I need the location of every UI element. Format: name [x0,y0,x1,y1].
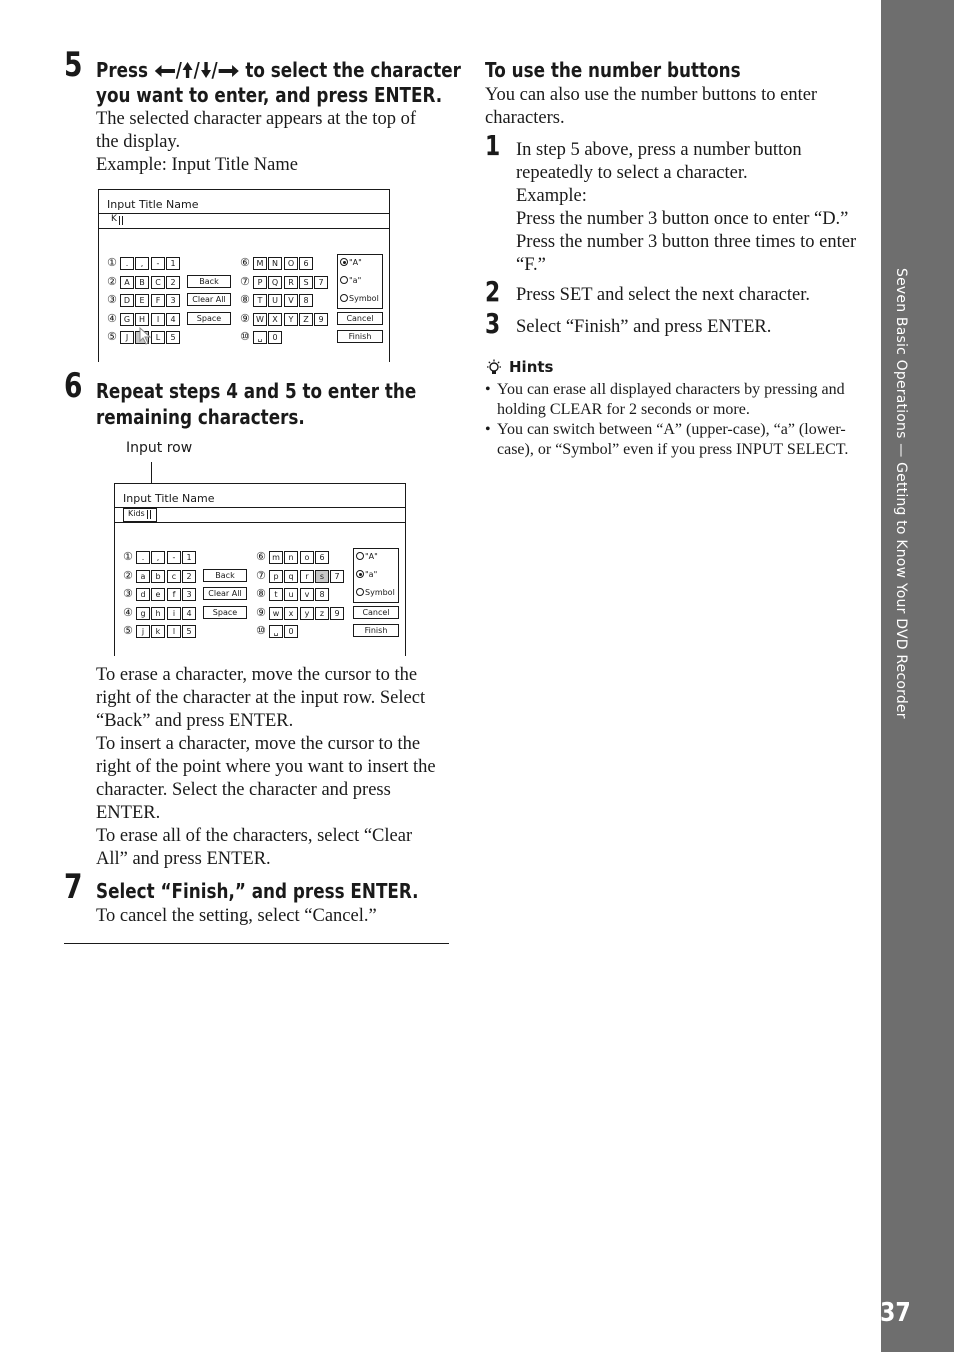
screen-title: Input Title Name [107,198,199,211]
step-number-5: 5 [64,45,83,85]
char-key[interactable]: P [253,276,267,289]
char-key[interactable]: o [300,551,314,564]
input-text: Kids [128,509,145,518]
char-key[interactable]: l [167,625,181,638]
option-label: Symbol [365,588,395,597]
char-key[interactable]: F [151,294,165,307]
char-key[interactable]: . [136,551,150,564]
char-key[interactable]: p [269,570,283,583]
char-key[interactable]: 5 [182,625,196,638]
hint-item: • You can switch between “A” (upper-case), “a” (lower- [485,421,846,438]
char-key[interactable]: - [167,551,181,564]
char-key[interactable]: v [300,588,314,601]
keypad-number: ④ [107,312,117,325]
char-key[interactable]: 7 [330,570,344,583]
keypad-number: ⑤ [123,624,133,637]
char-key[interactable]: 6 [299,257,313,270]
input-text: K [111,214,117,224]
keypad-number: ⑨ [240,312,250,325]
text-line: ENTER. [96,803,161,823]
space-button[interactable]: Space [187,312,231,325]
char-key[interactable]: g [136,607,150,620]
char-key[interactable]: y [300,607,314,620]
radio-selected-icon [356,570,364,578]
text-line: Example: [516,186,587,206]
char-key[interactable]: u [284,588,298,601]
keypad-number: ⑧ [240,293,250,306]
radio-icon [340,276,348,284]
char-key[interactable]: r [300,570,314,583]
char-key[interactable]: C [151,276,165,289]
lightbulb-icon [485,359,503,377]
text-cursor [119,216,123,225]
char-key[interactable]: 8 [299,294,313,307]
text-line: right of the point where you want to insert the [96,757,436,777]
case-options [353,548,399,603]
char-key[interactable]: f [167,588,181,601]
char-key[interactable]: L [151,331,165,344]
title-input-screen-example-1 [98,189,390,362]
number-buttons-intro [485,84,817,130]
option-label: "a" [365,570,378,579]
char-key[interactable]: a [136,570,150,583]
step-number-7: 7 [64,867,83,907]
step5-heading-press: Press [96,58,149,82]
keypad-number: ⑩ [240,330,250,343]
char-key[interactable]: d [136,588,150,601]
text-line: right of the character at the input row. Select [96,688,426,708]
radio-selected-icon [340,258,348,266]
substep-2-text [516,284,810,307]
char-key[interactable]: 0 [284,625,298,638]
char-key[interactable]: 1 [166,257,180,270]
char-key[interactable]: B [135,276,149,289]
hint-item-cont [485,400,848,420]
char-key[interactable]: Q [268,276,282,289]
keypad-number: ⑤ [107,330,117,343]
char-key[interactable]: M [253,257,267,270]
text-line: “Back” and press ENTER. [96,711,294,731]
char-key[interactable]: 7 [314,276,328,289]
char-key[interactable]: J [120,331,134,344]
char-key[interactable]: V [284,294,298,307]
text-line: You can also use the number buttons to enter [485,85,818,105]
keypad-number: ① [123,550,133,563]
option-symbol[interactable] [356,588,395,598]
step-number-6: 6 [64,366,83,406]
char-key[interactable]: z [315,607,329,620]
char-key[interactable]: 3 [182,588,196,601]
text-line: holding CLEAR for 2 seconds or more. [497,401,750,418]
option-upper[interactable] [356,552,378,562]
pointer-cursor-icon [139,327,153,345]
finish-button[interactable]: Finish [337,330,383,343]
option-lower[interactable] [356,570,377,580]
text-line: You can switch between “A” (upper-case), “a” (lower- [497,421,846,438]
char-key[interactable]: G [120,313,134,326]
keypad-number: ⑧ [256,587,266,600]
char-key[interactable]: q [284,570,298,583]
substep-3-text [516,316,771,339]
char-key[interactable]: 2 [182,570,196,583]
char-key[interactable]: H [135,313,149,326]
char-key[interactable]: i [167,607,181,620]
char-key[interactable]: w [269,607,283,620]
input-row [115,507,405,523]
char-key[interactable]: h [151,607,165,620]
step5-heading [96,57,461,83]
hints-title: Hints [509,358,554,376]
option-symbol[interactable] [340,294,379,304]
option-label: "A" [349,258,362,267]
char-key[interactable]: 4 [182,607,196,620]
keypad-number: ② [107,275,117,288]
char-key[interactable]: t [269,588,283,601]
finish-button[interactable]: Finish [353,624,399,637]
option-label: "a" [349,276,362,285]
char-key[interactable]: - [151,257,165,270]
text-line: characters. [485,108,565,128]
radio-icon [340,294,348,302]
text-line: To erase all of the characters, select “Clear [96,826,413,846]
text-line: character. Select the character and press [96,780,391,800]
char-key[interactable]: I [151,313,165,326]
clear-all-button[interactable]: Clear All [187,293,231,306]
char-key[interactable]: 4 [166,313,180,326]
option-label: Symbol [349,294,379,303]
text-line: To erase a character, move the cursor to the [96,665,418,685]
chapter-title-vertical: Seven Basic Operations — Getting to Know Your DVD Recorder [893,268,909,719]
text-line: the display. [96,132,181,152]
text-line: “F.” [516,255,546,275]
char-key[interactable]: R [284,276,298,289]
char-key[interactable]: 3 [166,294,180,307]
text-line: You can erase all displayed characters by pressing and [497,381,845,398]
keypad-number: ⑦ [240,275,250,288]
keypad-number: ① [107,256,117,269]
char-key[interactable]: Y [284,313,298,326]
char-key[interactable]: b [151,570,165,583]
char-key[interactable]: E [135,294,149,307]
keypad-number: ③ [107,293,117,306]
char-key[interactable]: e [151,588,165,601]
hint-item-cont [485,440,848,460]
up-arrow-icon [182,61,194,79]
option-upper[interactable] [340,258,362,268]
char-key[interactable]: W [253,313,267,326]
char-key[interactable]: A [120,276,134,289]
substep-1-text [516,139,856,277]
char-key[interactable]: m [269,551,283,564]
char-key[interactable]: X [268,313,282,326]
char-key[interactable]: 8 [315,588,329,601]
option-lower[interactable] [340,276,361,286]
step7-heading: Select “Finish,” and press ENTER. [96,879,419,903]
char-key[interactable]: S [299,276,313,289]
left-arrow-icon [154,63,176,79]
char-key[interactable]: O [284,257,298,270]
arrow-separator: / [193,58,200,82]
char-key-selected[interactable]: s [315,570,329,583]
step6-heading-line2: remaining characters. [96,405,305,429]
keypad-number: ③ [123,587,133,600]
down-arrow-icon [200,61,212,79]
right-arrow-icon [218,63,240,79]
keypad-number: ④ [123,606,133,619]
char-key[interactable]: j [136,625,150,638]
char-key[interactable]: , [151,551,165,564]
text-line: To cancel the setting, select “Cancel.” [96,906,377,926]
screen-title: Input Title Name [123,492,215,505]
back-button[interactable]: Back [187,275,231,288]
char-key[interactable]: 1 [182,551,196,564]
case-options [337,254,383,309]
text-line: Press the number 3 button once to enter “D.” [516,209,849,229]
char-key[interactable]: N [268,257,282,270]
char-key[interactable]: k [151,625,165,638]
space-char-key[interactable]: ␣ [269,625,283,638]
text-line: All” and press ENTER. [96,849,271,869]
number-buttons-heading: To use the number buttons [485,58,741,82]
space-button[interactable]: Space [203,606,247,619]
option-label: "A" [365,552,378,561]
char-key[interactable]: T [253,294,267,307]
char-key[interactable]: 9 [330,607,344,620]
text-line: Press the number 3 button three times to enter [516,232,857,252]
char-key[interactable]: 6 [315,551,329,564]
clear-all-button[interactable]: Clear All [203,587,247,600]
char-key[interactable]: 5 [166,331,180,344]
char-key[interactable]: 2 [166,276,180,289]
text-line: Select “Finish” and press ENTER. [516,317,772,337]
erase-insert-instructions [96,664,436,871]
step6-heading-line1: Repeat steps 4 and 5 to enter the [96,379,417,403]
step5-heading-line2: you want to enter, and press ENTER. [96,83,443,107]
radio-icon [356,552,364,560]
cancel-button[interactable]: Cancel [337,312,383,325]
hints-list [485,380,848,460]
step7-body [96,905,377,928]
section-divider [64,943,449,944]
back-button[interactable]: Back [203,569,247,582]
text-line: In step 5 above, press a number button [516,140,802,160]
char-key[interactable]: 0 [268,331,282,344]
text-line: The selected character appears at the top of [96,109,416,129]
char-key[interactable]: D [120,294,134,307]
page-number: 37 [880,1298,911,1328]
char-key[interactable]: U [268,294,282,307]
input-row-callout: Input row [126,440,193,456]
char-key[interactable]: . [120,257,134,270]
cancel-button[interactable]: Cancel [353,606,399,619]
step5-heading-rest: to select the character [245,58,461,82]
text-line: To insert a character, move the cursor to the [96,734,421,754]
keypad-number: ⑥ [256,550,266,563]
arrow-separator: / [175,58,182,82]
hint-item: • You can erase all displayed characters by pressing and [485,381,845,398]
text-cursor [147,510,151,519]
title-input-screen-example-2 [114,483,406,656]
char-key[interactable]: c [167,570,181,583]
radio-icon [356,588,364,596]
keypad-number: ⑥ [240,256,250,269]
keypad-number: ⑦ [256,569,266,582]
char-key[interactable]: n [284,551,298,564]
keypad-number: ⑨ [256,606,266,619]
substep-number-3: 3 [485,307,501,340]
substep-number-1: 1 [485,129,501,162]
char-key[interactable]: 9 [314,313,328,326]
char-key[interactable]: Z [299,313,313,326]
input-row [99,213,389,229]
keypad-number: ② [123,569,133,582]
step5-body [96,108,416,177]
space-char-key[interactable]: ␣ [253,331,267,344]
keypad-number: ⑩ [256,624,266,637]
substep-number-2: 2 [485,275,501,308]
text-line: Press SET and select the next character. [516,285,811,305]
text-line: Example: Input Title Name [96,155,298,175]
text-line: case), or “Symbol” even if you press INPUT SELECT. [497,441,849,458]
char-key[interactable]: x [284,607,298,620]
char-key[interactable]: , [135,257,149,270]
arrow-separator: / [211,58,218,82]
text-line: repeatedly to select a character. [516,163,748,183]
